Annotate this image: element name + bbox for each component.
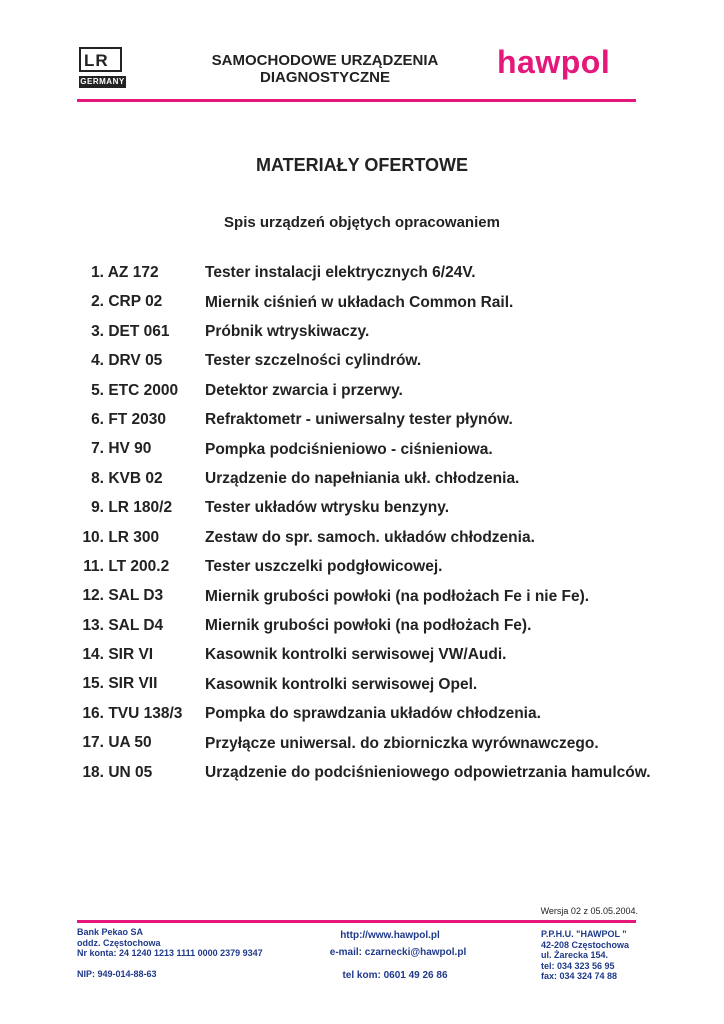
device-number: 16. [82, 704, 104, 722]
device-code-text: UA 50 [108, 734, 152, 752]
mobile-phone: tel kom: 0601 49 26 86 [342, 970, 448, 981]
device-code-text: SAL D4 [108, 616, 164, 634]
device-code-text: DRV 05 [108, 352, 163, 370]
device-code [80, 469, 205, 489]
bank-info [77, 927, 263, 959]
device-description: Miernik grubości powłoki (na podłożach Fe). [205, 617, 532, 634]
lr-germany-logo [79, 47, 126, 88]
device-description: Próbnik wtryskiwaczy. [205, 323, 370, 341]
footer-divider [77, 920, 636, 923]
device-code [80, 528, 205, 548]
device-number: 12. [82, 587, 104, 605]
version-note: Wersja 02 z 05.05.2004. [540, 906, 638, 916]
lr-logo-germany: GERMANY [80, 77, 125, 86]
device-description: Zestaw do spr. samoch. układów chłodzenia. [205, 528, 535, 546]
device-code [80, 263, 205, 283]
device-code [80, 439, 205, 459]
device-number: 11. [83, 557, 104, 575]
device-code [80, 733, 205, 753]
header-title [180, 52, 470, 86]
device-code [80, 322, 205, 342]
device-description: Refraktometr - uniwersalny tester płynów. [205, 411, 513, 429]
device-code [80, 704, 205, 724]
device-number: 7. [91, 440, 104, 458]
device-code [80, 381, 205, 401]
bank-name: Bank Pekao SA [77, 927, 144, 937]
device-description: Tester szczelności cylindrów. [205, 352, 422, 370]
lr-logo-text: LR [84, 51, 109, 70]
device-description: Tester układów wtrysku benzyny. [205, 499, 450, 517]
nip-number: NIP: 949-014-88-63 [77, 969, 157, 979]
device-description: Miernik ciśnień w układach Common Rail. [205, 293, 514, 311]
device-number: 2. [91, 293, 104, 311]
device-code [80, 616, 205, 636]
lr-logo-box [79, 47, 122, 72]
device-number: 8. [91, 469, 104, 487]
device-number: 9. [91, 499, 104, 517]
device-number: 10. [82, 528, 104, 546]
header-divider [77, 99, 636, 102]
device-number: 15. [82, 675, 104, 693]
device-description: Kasownik kontrolki serwisowej VW/Audi. [205, 646, 507, 664]
device-code-text: SIR VI [108, 646, 154, 664]
device-code [80, 586, 205, 606]
device-code [80, 410, 205, 430]
device-number: 6. [91, 410, 104, 428]
device-description: Przyłącze uniwersal. do zbiorniczka wyrównawczego. [205, 734, 599, 752]
device-code-text: LT 200.2 [108, 557, 170, 575]
device-description: Urządzenie do podciśnieniowego odpowietrzania hamulców. [205, 763, 651, 781]
page-subtitle: Spis urządzeń objętych opracowaniem [224, 214, 500, 231]
device-code-text: SIR VII [108, 675, 158, 693]
device-number: 1. [91, 264, 104, 281]
device-description: Tester uszczelki podgłowicowej. [205, 558, 443, 576]
company-fax: fax: 034 324 74 88 [541, 971, 618, 981]
device-code-text: LR 300 [108, 528, 160, 546]
device-code [80, 674, 205, 694]
website-link[interactable]: http://www.hawpol.pl [340, 930, 440, 941]
company-tel: tel: 034 323 56 95 [541, 960, 615, 971]
device-description: Tester instalacji elektrycznych 6/24V. [205, 264, 476, 282]
company-postcode: 42-208 Częstochowa [541, 939, 630, 950]
page-title: MATERIAŁY OFERTOWE [255, 155, 468, 175]
device-number: 3. [91, 322, 104, 340]
email-link[interactable]: e-mail: czarnecki@hawpol.pl [329, 947, 467, 958]
device-number: 18. [82, 763, 104, 781]
bank-branch: oddz. Częstochowa [77, 937, 161, 948]
hawpol-logo: hawpol [497, 44, 611, 80]
device-code [80, 498, 205, 518]
header-title-line2: DIAGNOSTYCZNE [259, 69, 390, 86]
device-number: 13. [82, 616, 104, 634]
header-title-line1: SAMOCHODOWE URZĄDZENIA [211, 52, 439, 69]
device-description: Pompka do sprawdzania układów chłodzenia. [205, 705, 541, 723]
company-name: P.P.H.U. "HAWPOL " [541, 929, 627, 939]
company-address [541, 929, 629, 982]
device-code-text: AZ 172 [107, 264, 159, 281]
device-code-text: CRP 02 [108, 293, 163, 311]
device-code-text: ETC 2000 [108, 381, 179, 399]
device-code [80, 763, 205, 783]
device-code [80, 557, 205, 577]
device-description: Pompka podciśnieniowo - ciśnieniowa. [205, 440, 493, 458]
device-number: 5. [91, 381, 104, 399]
device-row [80, 763, 680, 822]
bank-account: Nr konta: 24 1240 1213 1111 0000 2379 9347 [77, 948, 263, 958]
device-code [80, 351, 205, 371]
device-description: Urządzenie do napełniania ukł. chłodzenia. [205, 470, 520, 488]
company-street: ul. Żarecka 154. [541, 950, 609, 960]
device-list [80, 263, 680, 821]
device-code [80, 292, 205, 312]
device-number: 14. [82, 646, 104, 664]
device-description: Miernik grubości powłoki (na podłożach Fe i nie Fe). [205, 587, 590, 605]
device-description: Kasownik kontrolki serwisowej Opel. [205, 675, 478, 693]
device-number: 17. [82, 734, 104, 752]
device-code-text: TVU 138/3 [108, 704, 183, 722]
device-number: 4. [91, 352, 104, 370]
device-code-text: UN 05 [108, 763, 153, 781]
device-code-text: KVB 02 [108, 469, 163, 487]
device-code-text: SAL D3 [108, 587, 164, 605]
device-description: Detektor zwarcia i przerwy. [205, 381, 403, 399]
device-code-text: LR 180/2 [108, 499, 173, 517]
device-code-text: FT 2030 [108, 410, 167, 428]
device-code [80, 645, 205, 665]
device-code-text: DET 061 [108, 322, 170, 340]
device-code-text: HV 90 [108, 440, 152, 458]
